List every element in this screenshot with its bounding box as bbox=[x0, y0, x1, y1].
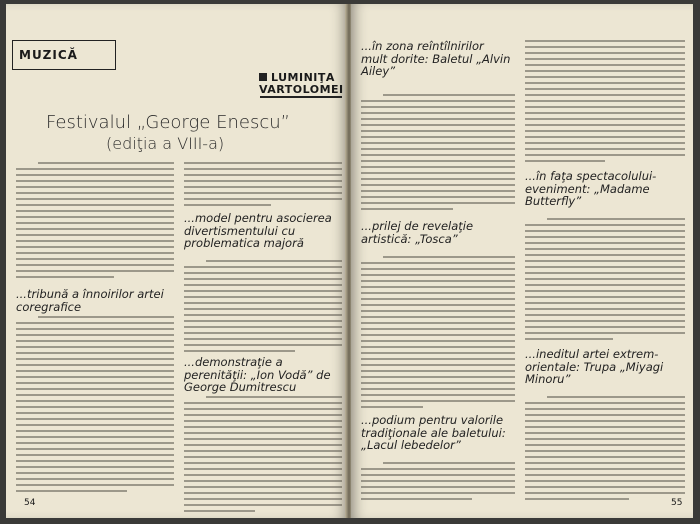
article-subtitle: (ediţia a VIII-a) bbox=[106, 134, 225, 153]
author-last-name: VARTOLOMEI bbox=[259, 83, 344, 96]
square-bullet-icon bbox=[259, 73, 267, 81]
body-column-1a bbox=[16, 162, 174, 282]
heading-miyagi-minoru: ...ineditul artei extrem-orientale: Trupa „Miyagi Minoru” bbox=[525, 347, 664, 386]
author-first-name: LUMINIŢA bbox=[271, 71, 335, 84]
body-column-3b bbox=[361, 256, 515, 412]
body-column-4a bbox=[525, 40, 685, 166]
body-column-4b bbox=[525, 218, 685, 344]
body-column-1b bbox=[16, 316, 174, 496]
section-label: MUZICĂ bbox=[12, 40, 116, 70]
heading-alvin-ailey: ...în zona reîntîlnirilor mult dorite: Baletul „Alvin Ailey” bbox=[361, 39, 511, 78]
left-page bbox=[6, 4, 347, 518]
body-column-2b bbox=[184, 260, 342, 356]
heading-divertisment: ...model pentru asocierea divertismentului cu problematica majoră bbox=[184, 211, 332, 250]
body-column-4c bbox=[525, 396, 685, 504]
article-title: Festivalul „George Enescu” bbox=[46, 112, 290, 133]
page-number-right: 55 bbox=[671, 498, 683, 508]
page-number-left: 54 bbox=[24, 498, 36, 508]
right-page bbox=[351, 4, 693, 518]
heading-coregrafice: ...tribună a înnoirilor artei coregrafice bbox=[16, 287, 164, 314]
author-byline bbox=[259, 72, 345, 96]
heading-tosca: ...prilej de revelaţie artistică: „Tosca” bbox=[361, 219, 474, 246]
body-column-3a bbox=[361, 94, 515, 214]
body-column-3c bbox=[361, 462, 515, 504]
body-column-2c bbox=[184, 396, 342, 516]
heading-ion-voda: ...demonstraţie a perenităţii: „Ion Vodă” de George Dumitrescu bbox=[184, 355, 331, 394]
heading-lacul-lebedelor: ...podium pentru valorile tradiţionale ale baletului: „Lacul lebedelor” bbox=[361, 413, 506, 452]
byline-rule bbox=[260, 96, 342, 98]
heading-madame-butterfly: ...în faţa spectacolului-eveniment: „Madame Butterfly” bbox=[525, 169, 657, 208]
body-column-2a bbox=[184, 162, 342, 210]
